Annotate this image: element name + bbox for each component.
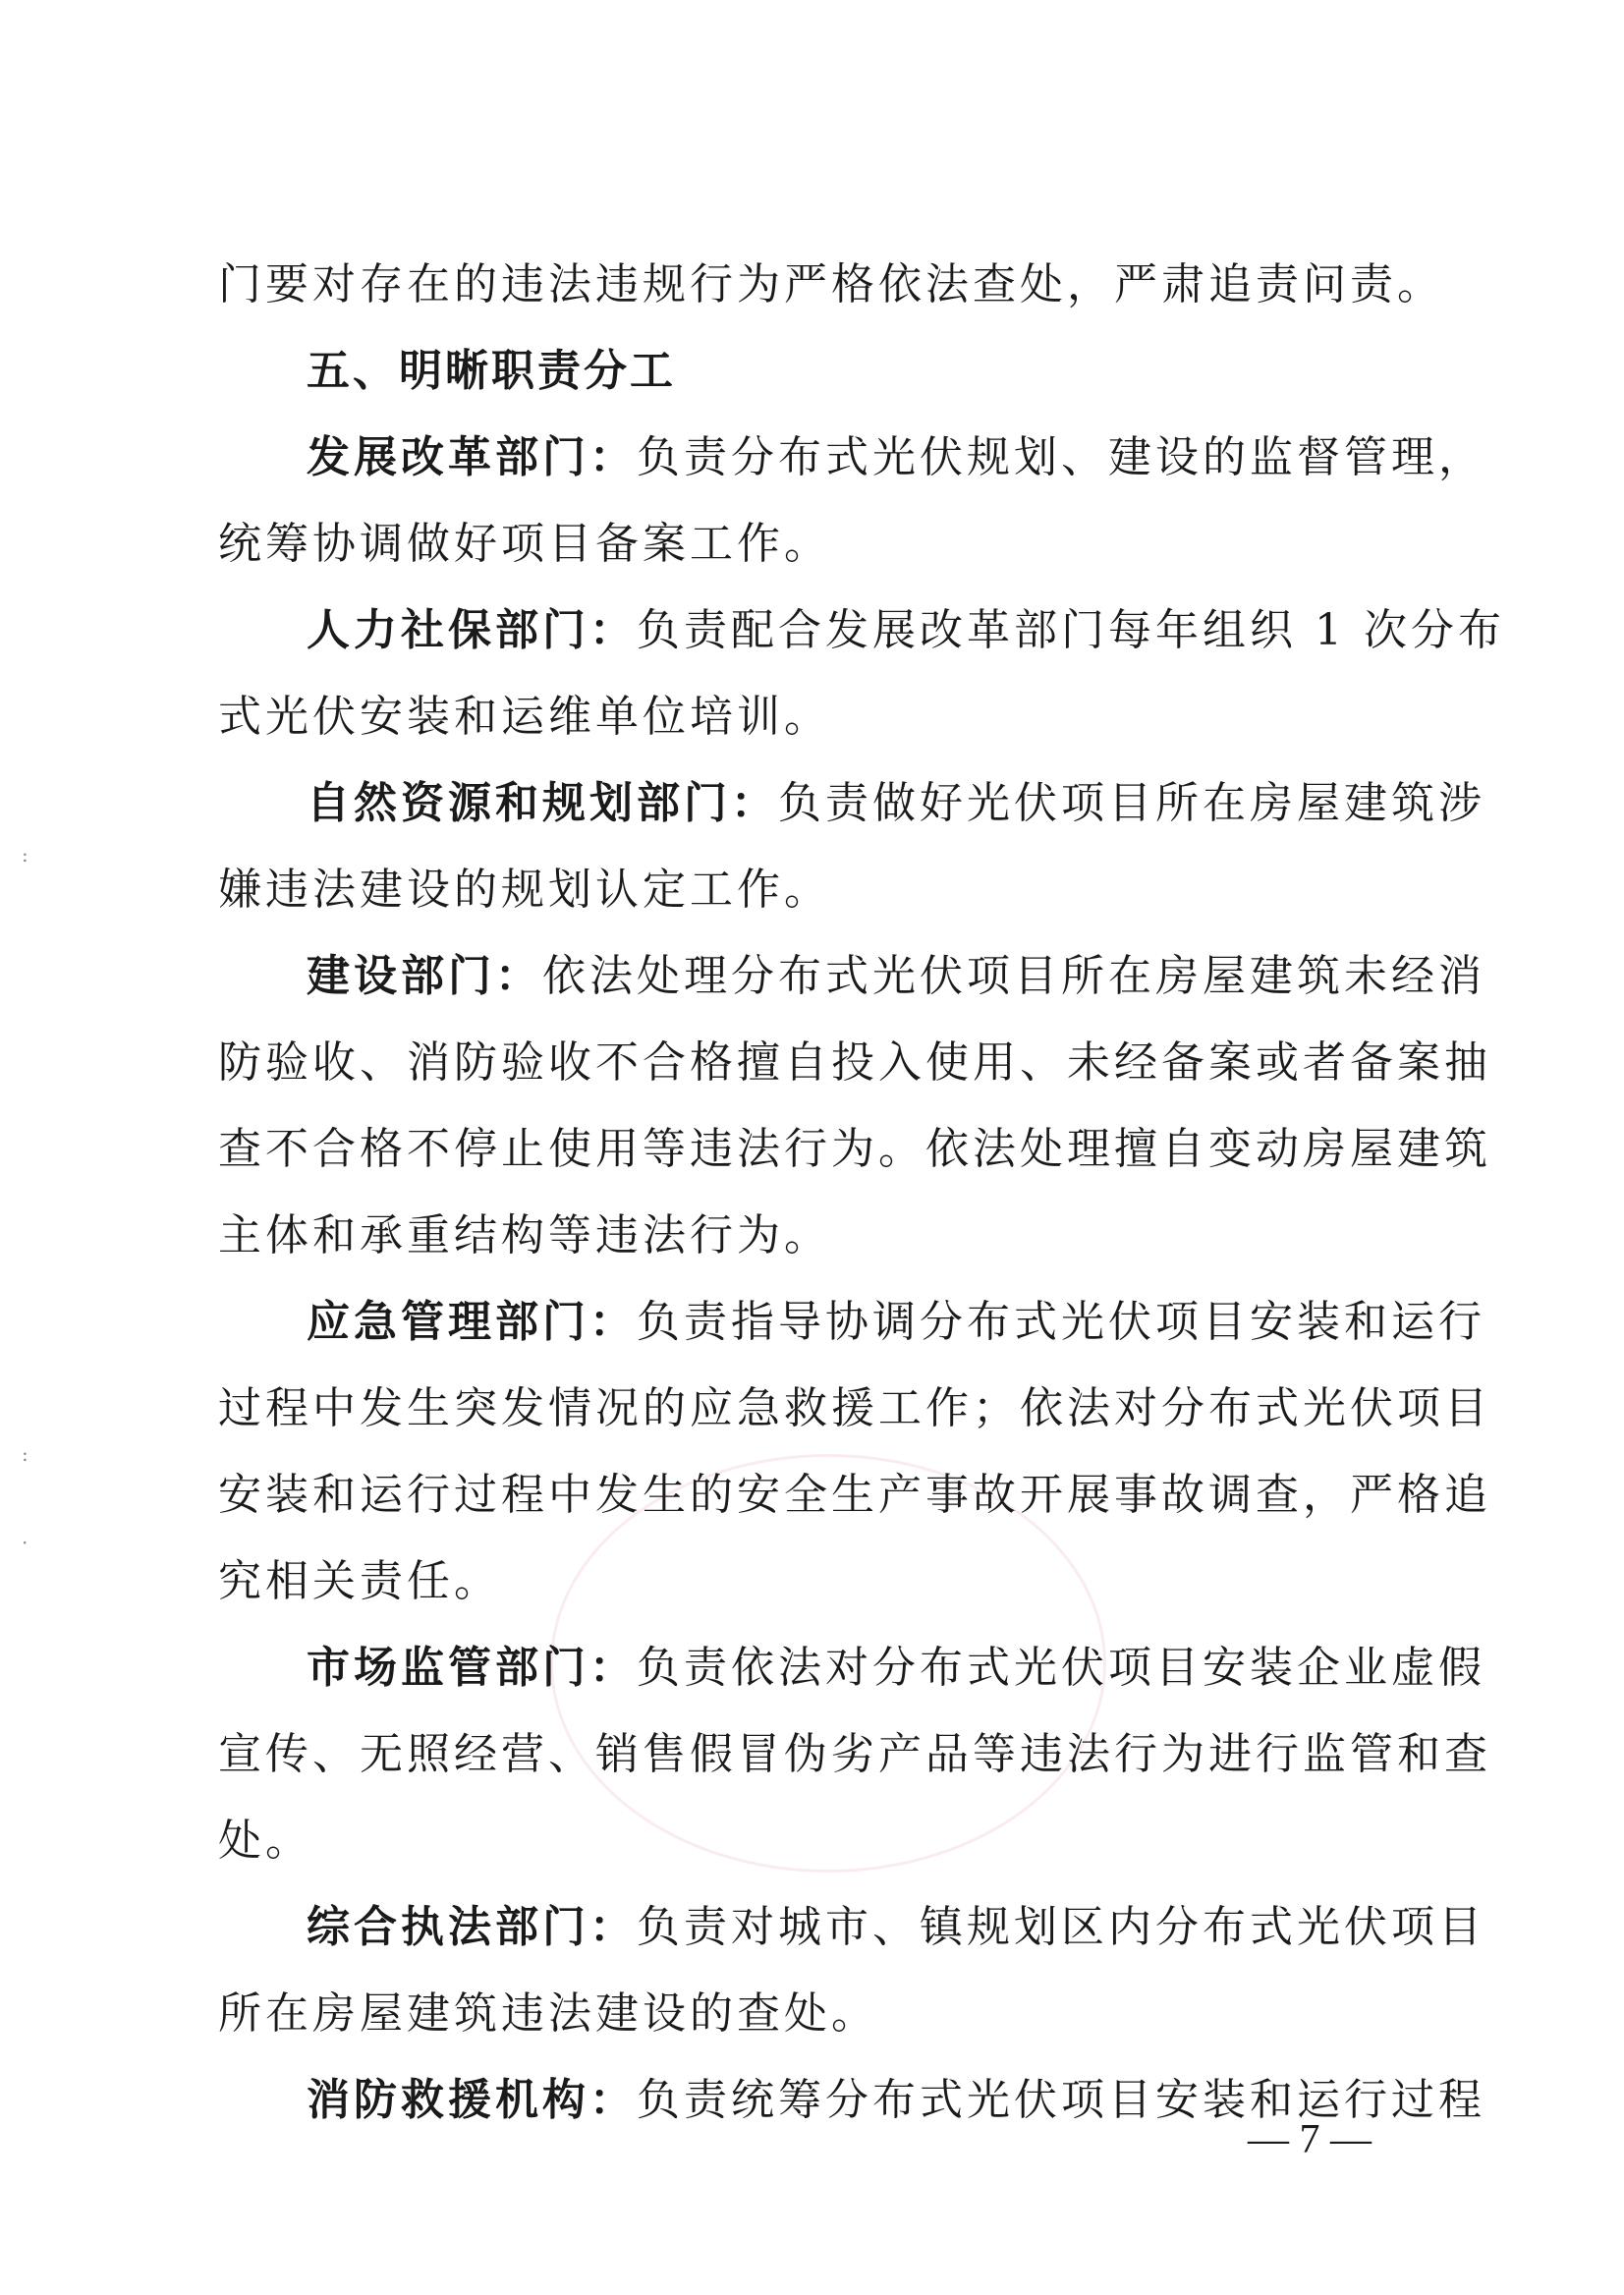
body-line [218,1366,1491,1452]
body-text: 负责做好光伏项目所在房屋建筑涉 [778,778,1485,828]
body-text: 嫌违法建设的规划认定工作。 [218,865,831,915]
body-text: 过程中发生突发情况的应急救援工作；依法对分布式光伏项目 [218,1383,1491,1433]
body-text: 门要对存在的违法违规行为严格依法查处，严肃追责问责。 [218,259,1444,309]
body-text: 负责依法对分布式光伏项目安装企业虚假 [637,1643,1485,1693]
body-text: 防验收、消防验收不合格擅自投入使用、未经备案或者备案抽 [218,1037,1491,1088]
body-text: 负责指导协调分布式光伏项目安装和运行 [637,1297,1485,1347]
body-line [218,1539,1427,1625]
body-text: 负责分布式光伏规划、建设的监督管理， [637,432,1485,482]
margin-mark: : [22,1442,28,1466]
department-label: 自然资源和规划部门： [307,778,778,828]
body-line [218,847,1427,933]
body-text: 负责配合发展改革部门每年组织 1 次分布 [637,605,1505,655]
body-text: 统筹协调做好项目备案工作。 [218,519,831,569]
body-text: 式光伏安装和运维单位培训。 [218,692,831,742]
department-label: 消防救援机构： [307,2075,637,2125]
body-line [218,1971,1427,2057]
paragraph-first-line [307,933,1485,1020]
body-text: 负责对城市、镇规划区内分布式光伏项目 [637,1902,1485,1952]
margin-mark: · [22,1531,28,1554]
department-label: 市场监管部门： [307,1643,637,1693]
body-text: 所在房屋建筑违法建设的查处。 [218,1988,878,2039]
paragraph-first-line [307,415,1485,501]
body-line [218,1452,1491,1539]
paragraph-first-line [307,1884,1485,1971]
department-label: 人力社保部门： [307,605,637,655]
margin-mark: : [22,843,28,867]
paragraph-first-line [307,588,1505,674]
department-label: 综合执法部门： [307,1902,637,1952]
body-line [218,1193,1427,1279]
body-text: 主体和承重结构等违法行为。 [218,1210,831,1260]
body-text: 负责统筹分布式光伏项目安装和运行过程 [637,2075,1485,2125]
paragraph-first-line [307,760,1485,847]
department-label: 应急管理部门： [307,1297,637,1347]
body-text: 依法处理分布式光伏项目所在房屋建筑未经消 [542,951,1485,1001]
body-text: 处。 [218,1816,312,1866]
body-line [218,501,1427,588]
body-line [218,674,1427,760]
heading-text: 五、明晰职责分工 [307,346,676,396]
body-text: 查不合格不停止使用等违法行为。依法处理擅自变动房屋建筑 [218,1124,1491,1174]
paragraph-first-line [307,1625,1485,1711]
body-text: 安装和运行过程中发生的安全生产事故开展事故调查，严格追 [218,1470,1491,1520]
page-number: — 7 — [1248,2117,1372,2162]
department-label: 建设部门： [307,951,542,1001]
body-line [218,1711,1491,1798]
body-line [218,242,1444,328]
body-line [218,1798,1427,1884]
section-heading [307,328,1427,415]
body-text: 究相关责任。 [218,1556,501,1606]
body-line [218,1106,1491,1193]
body-text: 宣传、无照经营、销售假冒伪劣产品等违法行为进行监管和查 [218,1729,1491,1779]
body-line [218,1020,1491,1106]
department-label: 发展改革部门： [307,432,637,482]
paragraph-first-line [307,1279,1485,1366]
